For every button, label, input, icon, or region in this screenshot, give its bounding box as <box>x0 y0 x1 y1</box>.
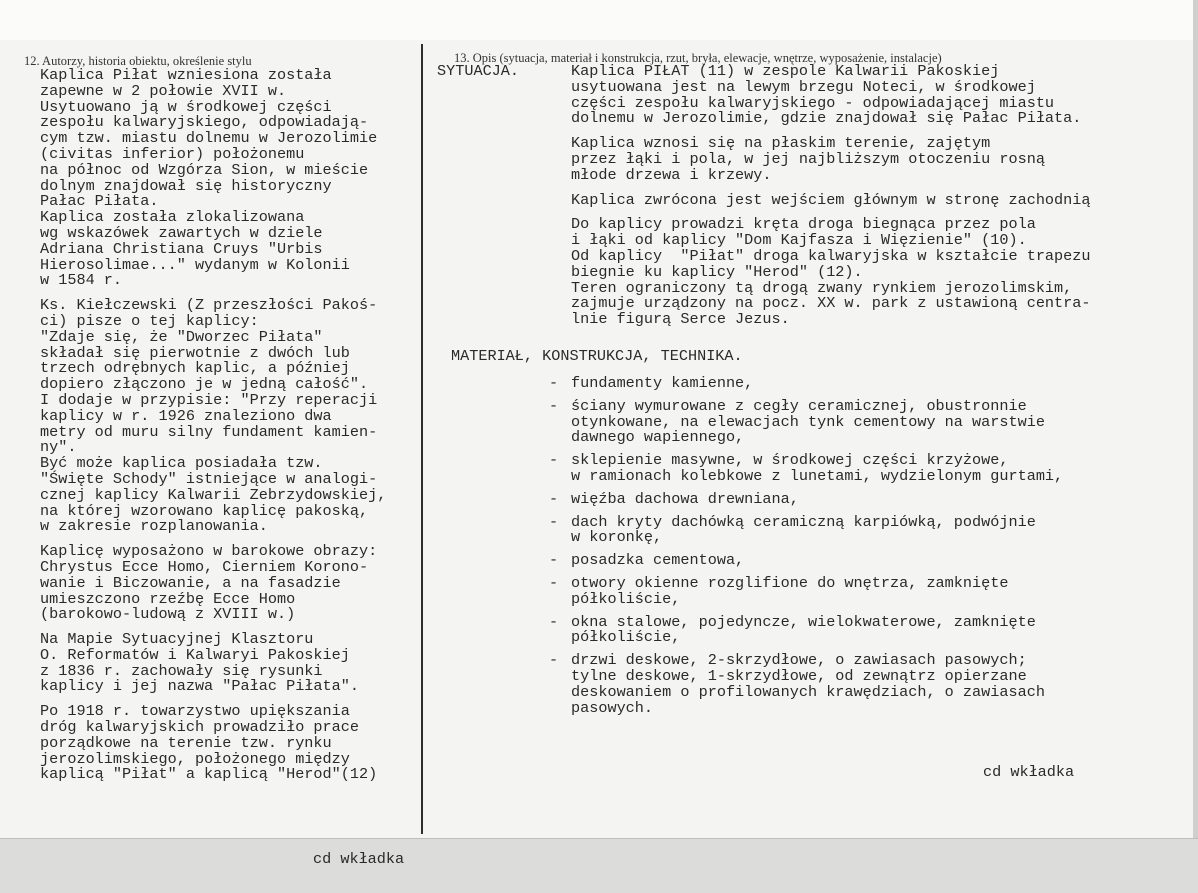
text-line: pasowych. <box>571 698 654 717</box>
text-line: Adriana Christiana Cruys "Urbis <box>40 239 323 258</box>
situation-label: SYTUACJA. <box>437 62 520 80</box>
text-line: dach kryty dachówką ceramiczną karpiówką, podwójnie <box>571 512 1036 531</box>
text-line: zespołu kalwaryjskiego, odpowiadają- <box>40 113 369 132</box>
text-line: części zespołu kalwaryjskiego - odpowiadającej miastu <box>571 93 1055 112</box>
text-line: zapewne w 2 połowie XVII w. <box>40 81 287 100</box>
text-line: i łąki od kaplicy "Dom Kajfasza i Więzienie" (10). <box>571 231 1027 250</box>
text-line: drzwi deskowe, 2-skrzydłowe, o zawiasach pasowych; <box>571 651 1027 670</box>
text-line: Kaplica PIŁAT (11) w zespole Kalwarii Pakoskiej <box>571 62 1000 80</box>
text-line: Do kaplicy prowadzi kręta droga biegnąca przez pola <box>571 215 1036 234</box>
text-line: umieszczono rzeźbę Ecce Homo <box>40 589 296 608</box>
text-line: "Zdaje się, że "Dworzec Piłata" <box>40 327 323 346</box>
text-line: w 1584 r. <box>40 271 123 290</box>
text-line: biegnie ku kaplicy "Herod" (12). <box>571 262 863 281</box>
material-item-text <box>571 489 799 508</box>
text-line: Kaplicę wyposażono w barokowe obrazy: <box>40 542 378 561</box>
list-dash: - <box>549 512 559 531</box>
material-item <box>549 653 1063 716</box>
material-list <box>549 376 1063 723</box>
text-line: półkoliście, <box>571 589 681 608</box>
situation-paragraph <box>571 190 1191 209</box>
history-paragraph <box>40 544 420 623</box>
text-line: ci) pisze o tej kaplicy: <box>40 311 259 330</box>
text-line: dolnym znajdował się historyczny <box>40 176 332 195</box>
list-dash: - <box>549 374 559 392</box>
material-label: MATERIAŁ, KONSTRUKCJA, TECHNIKA. <box>451 347 743 365</box>
text-line: Hierosolimae..." wydanym w Kolonii <box>40 255 350 274</box>
left-header: 12. Autorzy, historia obiektu, określenie stylu <box>24 54 252 68</box>
text-line: przez łąki i pola, w jej najbliższym otoczeniu rosną <box>571 149 1045 168</box>
material-item <box>549 453 1063 485</box>
list-dash: - <box>549 612 559 631</box>
insert-strip <box>0 838 1198 893</box>
text-line: tylne deskowe, 1-skrzydłowe, od zewnątrz opierzane <box>571 666 1027 685</box>
text-line: porządkowe na terenie tzw. rynku <box>40 733 332 752</box>
text-line: (civitas inferior) położonemu <box>40 144 305 163</box>
text-line: ny". <box>40 438 77 457</box>
text-line: młode drzewa i krzewy. <box>571 165 772 184</box>
text-line: deskowaniem o profilowanych krawędziach, o zawiasach <box>571 682 1045 701</box>
text-line: Od kaplicy "Piłat" droga kalwaryjska w kształcie trapezu <box>571 246 1091 265</box>
text-line: usytuowana jest na lewym brzegu Noteci, w środkowej <box>571 77 1036 96</box>
text-line: wanie i Biczowanie, a na fasadzie <box>40 573 341 592</box>
text-line: sklepienie masywne, w środkowej części krzyżowe, <box>571 451 1009 470</box>
text-line: z 1836 r. zachowały się rysunki <box>40 661 323 680</box>
list-dash: - <box>549 651 559 670</box>
material-item-text <box>571 612 1036 647</box>
list-dash: - <box>549 489 559 508</box>
text-line: kaplicą "Piłat" a kaplicą "Herod"(12) <box>40 765 378 784</box>
text-line: Na Mapie Sytuacyjnej Klasztoru <box>40 630 314 649</box>
continued-note-bottom: cd wkładka <box>313 850 405 868</box>
text-line: wg wskazówek zawartych w dziele <box>40 223 323 242</box>
text-line: w ramionach kolebkowe z lunetami, wydzielonym gurtami, <box>571 466 1064 485</box>
material-item <box>549 489 1063 508</box>
text-line: trzech odrębnych kaplic, a później <box>40 359 350 378</box>
text-line: Ks. Kiełczewski (Z przeszłości Pakoś- <box>40 296 378 315</box>
material-item <box>549 612 1063 647</box>
text-line: kaplicy w r. 1926 znaleziono dwa <box>40 406 332 425</box>
material-item <box>549 396 1063 447</box>
text-line: w zakresie rozplanowania. <box>40 517 268 536</box>
sheet-right-edge <box>1193 0 1198 838</box>
material-item-text <box>571 553 744 569</box>
text-line: Chrystus Ecce Homo, Cierniem Korono- <box>40 557 369 576</box>
text-line: zajmuje urządzony na pocz. XX w. park z ustawioną centra- <box>571 294 1091 313</box>
material-item-text <box>571 653 1045 716</box>
list-dash: - <box>549 551 559 570</box>
material-item-text <box>571 453 1063 485</box>
text-line: dolnemu w Jerozolimie, gdzie znajdował się Pałac Piłata. <box>571 109 1082 128</box>
situation-paragraph <box>571 217 1191 328</box>
material-item <box>549 553 1063 569</box>
text-line: I dodaje w przypisie: "Przy reperacji <box>40 390 378 409</box>
history-paragraph <box>40 68 420 289</box>
text-line: składał się pierwotnie z dwóch lub <box>40 343 350 362</box>
text-line: dawnego wapiennego, <box>571 428 745 447</box>
text-line: na północ od Wzgórza Sion, w mieście <box>40 160 369 179</box>
text-line: półkoliście, <box>571 628 681 647</box>
continued-note-right: cd wkładka <box>983 763 1075 781</box>
right-header: 13. Opis (sytuacja, materiał i konstrukcja, rzut, bryła, elewacje, wnętrze, wyposażenie, instalacje) <box>454 51 942 65</box>
situation-paragraph <box>571 64 1191 127</box>
material-item-text <box>571 376 753 392</box>
text-line: ściany wymurowane z cegły ceramicznej, obustronnie <box>571 396 1027 415</box>
text-line: cznej kaplicy Kalwarii Zebrzydowskiej, <box>40 485 387 504</box>
text-line: metry od muru silny fundament kamien- <box>40 422 378 441</box>
list-dash: - <box>549 396 559 415</box>
text-line: kaplicy i jej nazwa "Pałac Piłata". <box>40 677 359 696</box>
text-line: dopiero złączono je w jedną całość". <box>40 375 369 394</box>
text-line: Teren ograniczony tą drogą zwany rynkiem jerozolimskim, <box>571 278 1073 297</box>
list-dash: - <box>549 573 559 592</box>
material-item-text <box>571 396 1045 447</box>
text-line: fundamenty kamienne, <box>571 374 754 392</box>
material-item-text <box>571 512 1036 547</box>
text-line: jerozolimskiego, położonego między <box>40 749 350 768</box>
material-item <box>549 512 1063 547</box>
text-line: O. Reformatów i Kalwaryi Pakoskiej <box>40 645 350 664</box>
text-line: na której wzorowano kaplicę pakoską, <box>40 501 369 520</box>
material-item <box>549 376 1063 392</box>
history-paragraph <box>40 298 420 535</box>
text-line: Pałac Piłata. <box>40 192 159 211</box>
text-line: więźba dachowa drewniana, <box>571 489 799 508</box>
text-line: posadzka cementowa, <box>571 551 745 570</box>
text-line: Kaplica została zlokalizowana <box>40 208 305 227</box>
text-line: Po 1918 r. towarzystwo upiększania <box>40 702 350 721</box>
text-line: otynkowane, na elewacjach tynk cementowy na warstwie <box>571 412 1045 431</box>
material-item <box>549 573 1063 608</box>
text-line: Kaplica Piłat wzniesiona została <box>40 66 332 84</box>
situation-paragraph <box>571 136 1191 183</box>
text-line: Kaplica zwrócona jest wejściem głównym w stronę zachodnią <box>571 190 1091 209</box>
text-line: okna stalowe, pojedyncze, wielokwaterowe, zamknięte <box>571 612 1036 631</box>
text-line: otwory okienne rozglifione do wnętrza, zamknięte <box>571 573 1009 592</box>
text-line: lnie figurą Serce Jezus. <box>571 310 790 329</box>
text-line: Kaplica wznosi się na płaskim terenie, zajętym <box>571 134 991 153</box>
sheet-top-edge <box>0 0 1198 40</box>
situation-text <box>571 64 1191 328</box>
text-line: Usytuowano ją w środkowej części <box>40 97 332 116</box>
material-item-text <box>571 573 1009 608</box>
text-line: w koronkę, <box>571 528 663 547</box>
text-line: dróg kalwaryjskich prowadziło prace <box>40 718 359 737</box>
text-line: Być może kaplica posiadała tzw. <box>40 454 323 473</box>
left-column-text <box>40 68 420 783</box>
text-line: cym tzw. miastu dolnemu w Jerozolimie <box>40 129 378 148</box>
list-dash: - <box>549 451 559 470</box>
text-line: (barokowo-ludową z XVIII w.) <box>40 605 296 624</box>
column-divider <box>421 44 423 834</box>
text-line: "Święte Schody" istniejące w analogi- <box>40 469 378 488</box>
history-paragraph <box>40 704 420 783</box>
history-paragraph <box>40 632 420 695</box>
